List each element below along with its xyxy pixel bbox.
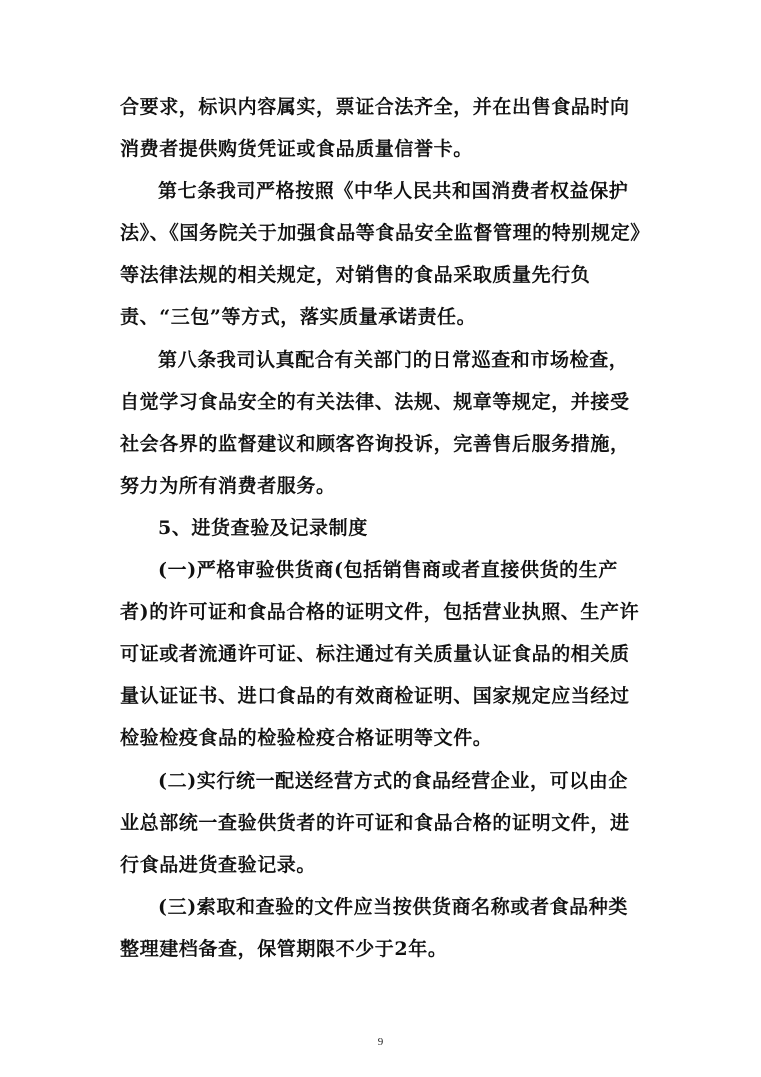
paragraph-item-2: (二)实行统一配送经营方式的食品经营企业，可以由企业总部统一查验供货者的许可证和食品合格的证明文件，进行食品进货查验记录。 [120, 770, 630, 876]
page-number: 9 [377, 1036, 384, 1048]
paragraph-item-3: (三)索取和查验的文件应当按供货商名称或者食品种类整理建档备查，保管期限不少于2年。 [120, 896, 628, 960]
paragraph-article-7: 第七条我司严格按照《中华人民共和国消费者权益保护法》、《国务院关于加强食品等食品安全监督管理的特别规定》等法律法规的相关规定，对销售的食品采取质量先行负责、“三包”等方式，落实质量承诺责任。 [120, 180, 641, 328]
paragraph-continuation: 合要求，标识内容属实，票证合法齐全，并在出售食品时向消费者提供购货凭证或食品质量信誉卡。 [120, 96, 630, 160]
paragraph-article-8: 第八条我司认真配合有关部门的日常巡查和市场检查，自觉学习食品安全的有关法律、法规、规章等规定，并接受社会各界的监督建议和顾客咨询投诉，完善售后服务措施，努力为所有消费者服务。 [120, 349, 630, 497]
section-heading: 5、进货查验及记录制度 [158, 517, 368, 539]
paragraph-item-1: (一)严格审验供货商(包括销售商或者直接供货的生产者)的许可证和食品合格的证明文件，包括营业执照、生产许可证或者流通许可证、标注通过有关质量认证食品的相关质量认证证书、进口食品的有效商检证明、国家规定应当经过检验检疫食品的检验检疫合格证明等文件。 [120, 559, 640, 749]
